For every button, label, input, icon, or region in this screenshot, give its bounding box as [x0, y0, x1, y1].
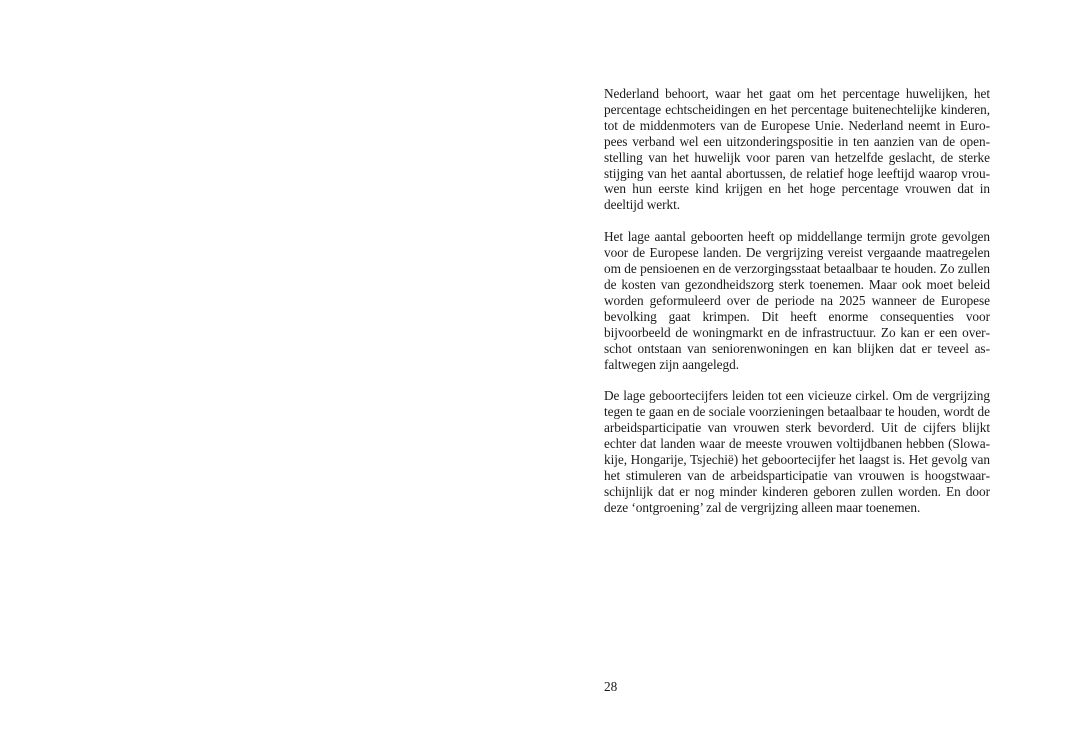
right-page [534, 0, 1068, 738]
paragraph-3: De lage geboortecijfers leiden tot een vicieuze cirkel. Om de vergrijzing tegen te gaan en de sociale voorzieningen betaalbaar te houden, wordt de arbeidsparticipatie van vrouwen sterk bevorderd. Uit de cijfers blijkt echter dat landen waar de meeste vrouwen voltijdbanen hebben (Slowakije, Hongarije, Tsjechië) het geboortecijfer het laagst is. Het gevolg van het stimuleren van de arbeidsparticipatie van vrouwen is hoogstwaarschijnlijk dat er nog minder kinderen geboren zullen worden. En door deze ‘ontgroening’ zal de vergrijzing alleen maar toenemen. [604, 388, 990, 515]
page-number: 28 [604, 679, 618, 694]
body-text [604, 86, 990, 532]
paragraph-2: Het lage aantal geboorten heeft op middellange termijn grote gevolgen voor de Europese landen. De vergrijzing vereist vergaande maatregelen om de pensioenen en de verzorgingsstaat betaalbaar te houden. Zo zullen de kosten van gezondheidszorg sterk toenemen. Maar ook moet beleid worden geformuleerd over de periode na 2025 wanneer de Europese bevolking gaat krimpen. Dit heeft enorme consequenties voor bijvoorbeeld de woningmarkt en de infrastructuur. Zo kan er een overschot ontstaan van seniorenwoningen en kan blijken dat er teveel asfaltwegen zijn aangelegd. [604, 229, 990, 372]
paragraph-1: Nederland behoort, waar het gaat om het percentage huwelijken, het percentage echtscheidingen en het percentage buitenechtelijke kinderen, tot de middenmoters van de Europese Unie. Nederland neemt in Europees verband wel een uitzonderingspositie in ten aanzien van de openstelling van het huwelijk voor paren van hetzelfde geslacht, de sterke stijging van het aantal abortussen, de relatief hoge leeftijd waarop vrouwen hun eerste kind krijgen en het hoge percentage vrouwen dat in deeltijd werkt. [604, 86, 990, 213]
